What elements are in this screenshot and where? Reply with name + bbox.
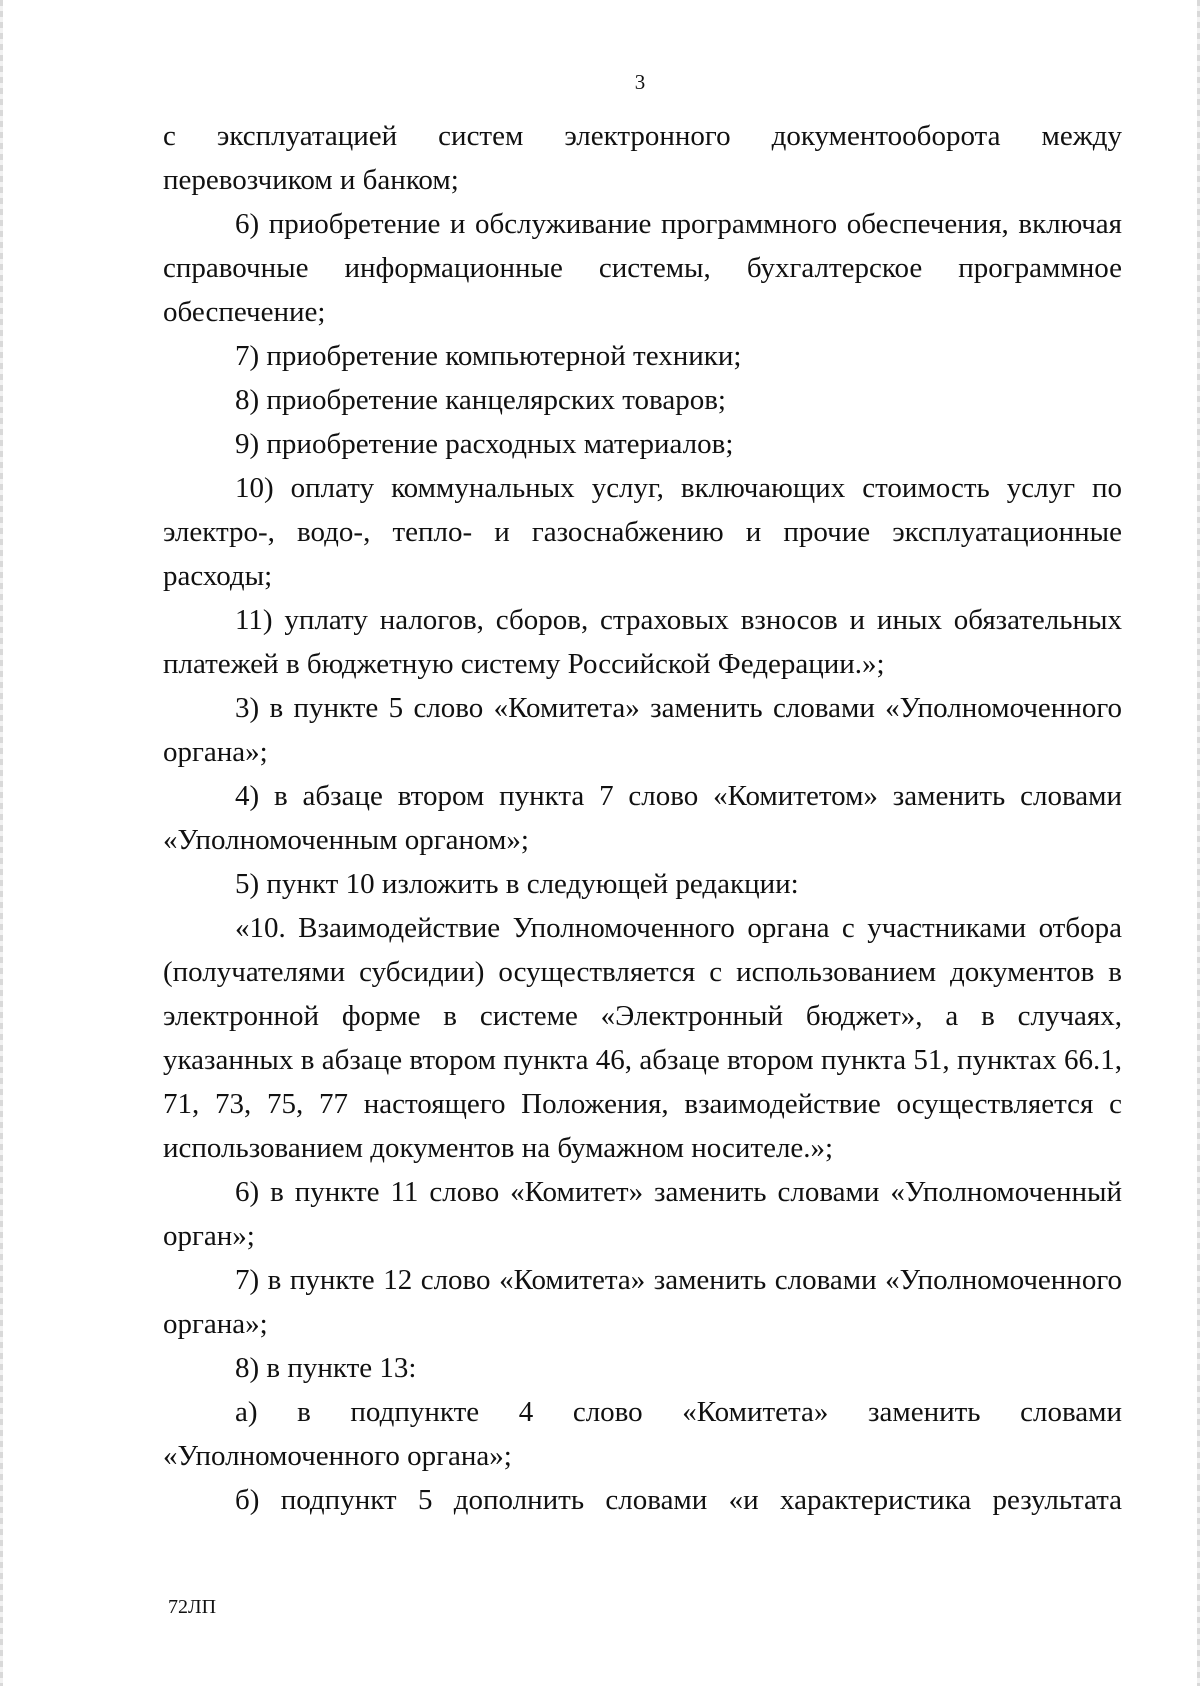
scan-edge-left (0, 0, 3, 1686)
page-number: 3 (634, 70, 646, 94)
document-code: 72ЛП (168, 1596, 217, 1618)
paragraph: 7) приобретение компьютерной техники; (235, 340, 742, 372)
paragraph: 3) в пункте 5 слово «Комитета» заменить словами «Уполномоченного органа»; (163, 692, 1122, 768)
paragraph: «10. Взаимодействие Уполномоченного органа с участниками отбора (получателями субсидии) осуществляется с использованием документов в электронной форме в системе «Электронный бюджет», а в случаях, указанных в абзаце втором пункта 46, абзаце втором пункта 51, пунктах 66.1, 71, 73, 75, 77 настоящего Положения, взаимодействие осуществляется с использованием документов на бумажном носителе.»; (163, 912, 1122, 1164)
paragraph: с эксплуатацией систем электронного документооборота между перевозчиком и банком; (163, 120, 1122, 196)
paragraph: 5) пункт 10 изложить в следующей редакции: (235, 868, 799, 900)
paragraph: 9) приобретение расходных материалов; (235, 428, 734, 460)
paragraph: 7) в пункте 12 слово «Комитета» заменить словами «Уполномоченного органа»; (163, 1264, 1122, 1340)
paragraph: б) подпункт 5 дополнить словами «и характеристика результата (235, 1484, 1122, 1516)
paragraph: 11) уплату налогов, сборов, страховых взносов и иных обязательных платежей в бюджетную систему Российской Федерации.»; (163, 604, 1122, 680)
paragraph: 4) в абзаце втором пункта 7 слово «Комитетом» заменить словами «Уполномоченным органом»; (163, 780, 1122, 856)
paragraph: 6) в пункте 11 слово «Комитет» заменить словами «Уполномоченный орган»; (163, 1176, 1122, 1252)
paragraph: 8) приобретение канцелярских товаров; (235, 384, 726, 416)
paragraph: 10) оплату коммунальных услуг, включающих стоимость услуг по электро-, водо-, тепло- и газоснабжению и прочие эксплуатационные расходы; (163, 472, 1122, 592)
paragraph: 8) в пункте 13: (235, 1352, 417, 1384)
document-body (163, 114, 1122, 1522)
paragraph: 6) приобретение и обслуживание программного обеспечения, включая справочные информационные системы, бухгалтерское программное обеспечение; (163, 208, 1122, 328)
paragraph: а) в подпункте 4 слово «Комитета» заменить словами «Уполномоченного органа»; (163, 1396, 1122, 1472)
